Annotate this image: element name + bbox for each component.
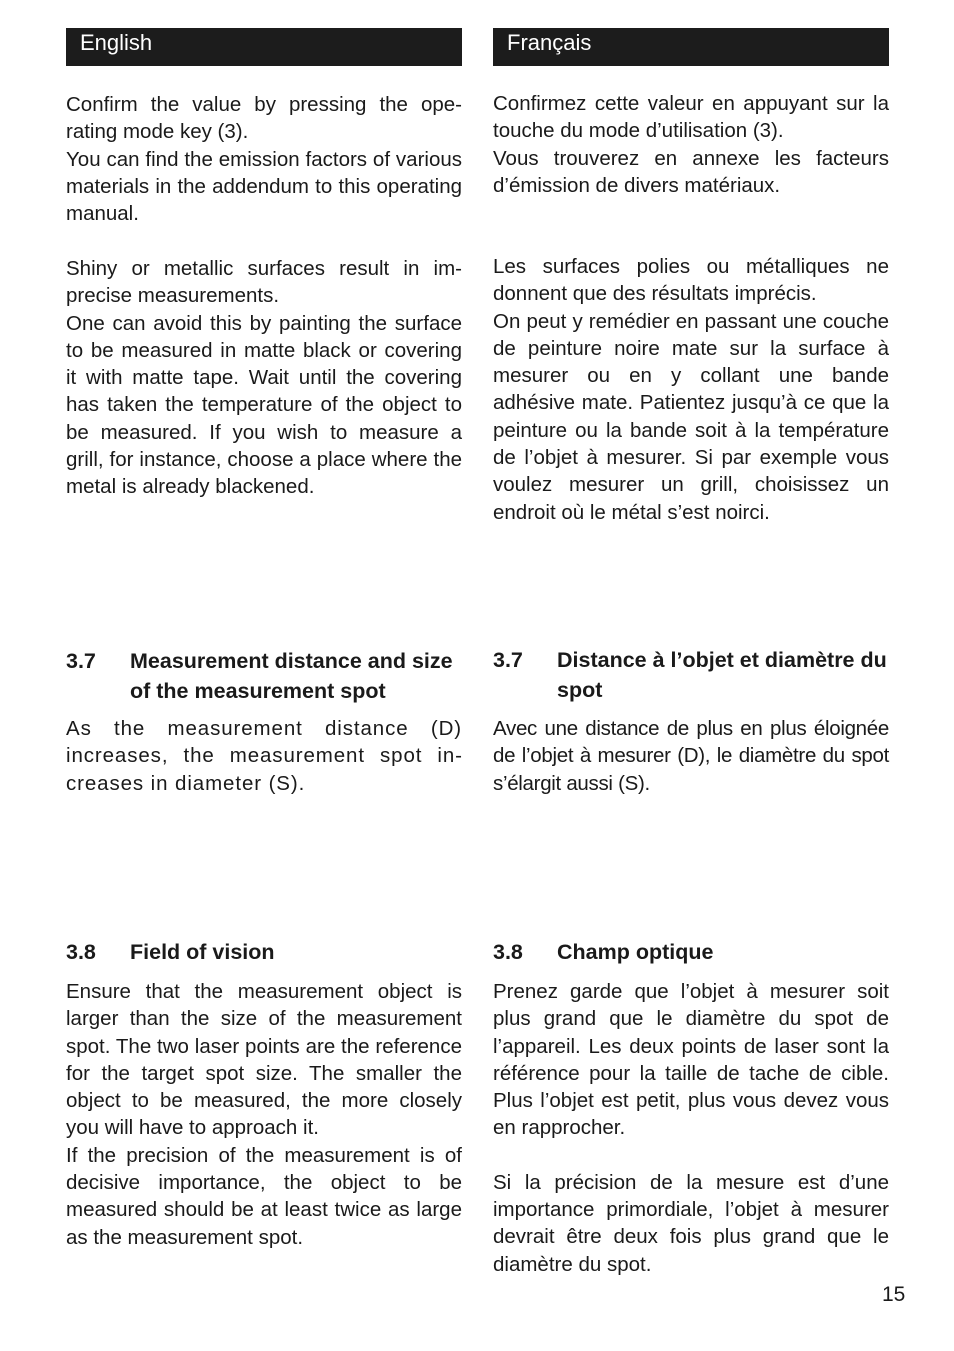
english-shiny-paragraph-1: Shiny or metallic surfaces result in imprecise measurements. (66, 257, 462, 308)
page-number: 15 (882, 1283, 906, 1306)
french-language-header: Français (493, 28, 889, 66)
french-section-3-7 (493, 645, 889, 797)
french-intro-paragraph-2: Vous trouverez en annexe les facteurs d’émission de divers matériaux. (493, 146, 889, 197)
french-intro-paragraph-1: Confirmez cette valeur en appuyant sur la touche du mode d’utilisation (3). (493, 92, 889, 143)
english-section-3-7-body: As the measurement distance (D) increases, the measurement spot increases in diameter (S). (66, 717, 462, 795)
english-intro-paragraph-1: Confirm the value by pressing the operating mode key (3). (66, 93, 462, 144)
english-section-3-8 (66, 937, 462, 1251)
english-section-3-8-paragraph-1: Ensure that the measurement object is larger than the size of the measurement spot. The two laser points are the reference for the target spot size. The smaller the object to be measured, the more closely you will have to approach it. (66, 980, 462, 1140)
english-shiny-paragraph-2: One can avoid this by painting the surface to be measured in matte black or covering it with matte tape. Wait until the covering has taken the temperature of the object to be measured. If you wish to measure a grill, for instance, choose a place where the metal is already blackened. (66, 311, 462, 499)
english-section-3-8-title: Field of vision (130, 940, 275, 964)
french-section-3-8-number: 3.8 (493, 940, 523, 964)
french-section-3-7-body: Avec une distance de plus en plus éloignée de l’objet à mesurer (D), le diamètre du spot s’élargit aussi (S). (493, 717, 889, 795)
english-section-3-8-number: 3.8 (66, 940, 96, 964)
french-section-3-8-heading (493, 937, 889, 967)
french-shiny-surfaces (493, 253, 889, 526)
english-section-3-7-title: Measurement distance and size of the measurement spot (130, 649, 453, 703)
french-section-3-7-heading (493, 645, 889, 705)
french-shiny-paragraph-2: On peut y remédier en passant une couche de peinture noire mate sur la surface à mesurer ou en y collant une bande adhésive mate. Patientez jusqu’à ce que la peinture ou la bande soit à la température de l’objet à mesurer. Si par exemple vous voulez mesurer un grill, choisissez un endroit où le métal s’est noirci. (493, 309, 889, 524)
french-section-3-7-number: 3.7 (493, 648, 523, 672)
english-section-3-8-heading (66, 937, 462, 967)
english-section-3-7-number: 3.7 (66, 649, 96, 673)
english-section-3-7-heading (66, 646, 462, 706)
english-shiny-surfaces (66, 255, 462, 501)
french-section-3-8 (493, 937, 889, 1278)
english-section-3-8-paragraph-2: If the precision of the measurement is of decisive importance, the object to be measured should be at least twice as large as the measurement spot. (66, 1143, 462, 1249)
french-shiny-paragraph-1: Les surfaces polies ou métalliques ne donnent que des résultats imprécis. (493, 255, 889, 306)
french-section-3-8-paragraph-2: Si la précision de la mesure est d’une importance primordiale, l’objet à mesurer devrait être deux fois plus grand que le diamètre du spot. (493, 1170, 889, 1276)
french-intro (493, 90, 889, 199)
english-section-3-7 (66, 646, 462, 797)
english-language-header: English (66, 28, 462, 66)
french-section-3-8-title: Champ optique (557, 940, 714, 964)
english-intro (66, 91, 462, 227)
english-intro-paragraph-2: You can find the emission factors of various materials in the addendum to this operating manual. (66, 147, 462, 226)
french-section-3-8-paragraph-1: Prenez garde que l’objet à mesurer soit plus grand que le diamètre du spot de l’appareil. Les deux points de laser sont la référence pour la taille de tache de cible. Plus l’objet est petit, plus vous devez vous en rapprocher. (493, 980, 889, 1140)
french-section-3-7-title: Distance à l’objet et diamètre du spot (557, 648, 887, 702)
